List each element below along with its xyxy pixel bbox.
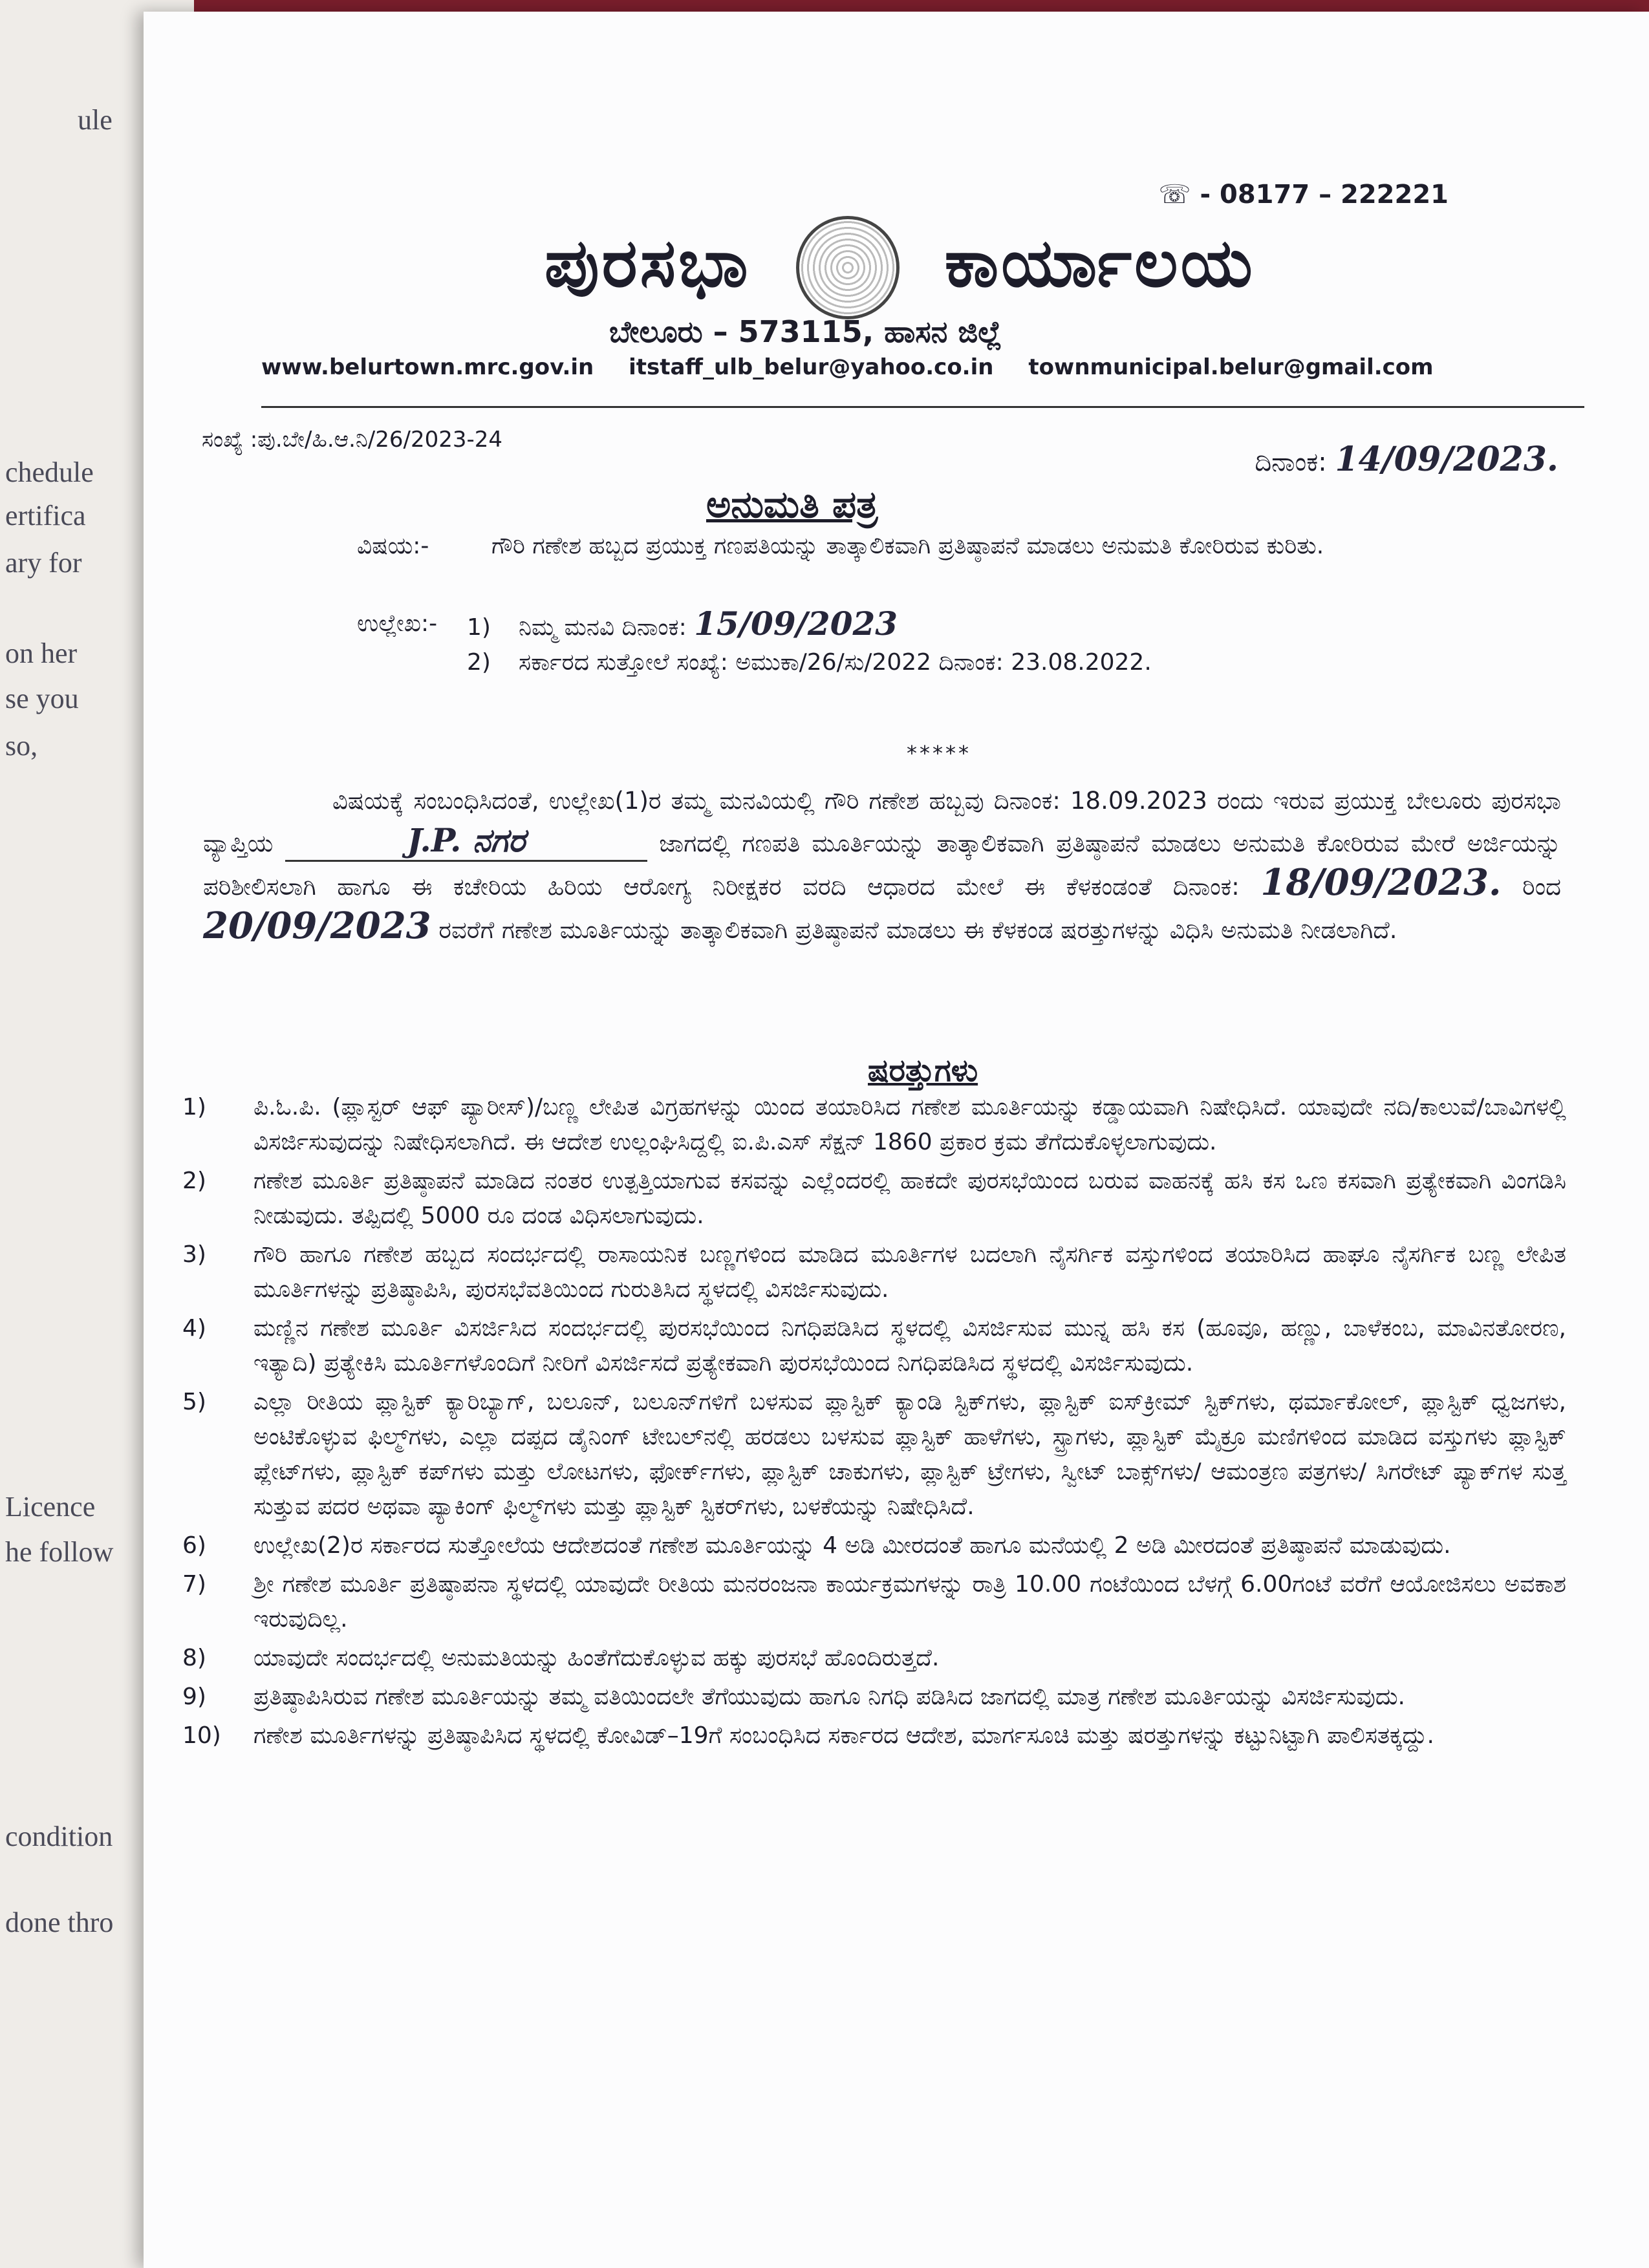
reference-text: ಸರ್ಕಾರದ ಸುತ್ತೋಲೆ ಸಂಖ್ಯೆ: ಅಮುಕಾ/26/ಸು/2022 ದಿನಾಂಕ: 23.08.2022. bbox=[519, 649, 1152, 676]
condition-number: 5) bbox=[182, 1389, 206, 1415]
conditions-list bbox=[182, 1090, 1566, 1757]
under-page-text: ertifica bbox=[5, 500, 86, 531]
under-page-text: chedule bbox=[5, 456, 94, 488]
condition-number: 4) bbox=[182, 1315, 206, 1342]
reference-number-label: 2) bbox=[467, 649, 491, 676]
under-page-text: on her bbox=[5, 637, 78, 669]
separator-stars: ***** bbox=[907, 741, 971, 765]
references-block bbox=[357, 606, 1502, 680]
condition-number: 1) bbox=[182, 1094, 206, 1120]
header-divider bbox=[261, 406, 1584, 408]
condition-text: ಎಲ್ಲಾ ರೀತಿಯ ಪ್ಲಾಸ್ಟಿಕ್ ಕ್ಯಾರಿಬ್ಯಾಗ್, ಬಲೂನ್, ಬಲೂನ್‌ಗಳಿಗೆ ಬಳಸುವ ಪ್ಲಾಸ್ಟಿಕ್ ಕ್ಯಾಂಡಿ ಸ್ಟಿಕ್‌ಗಳು, ಪ್ಲಾಸ್ಟಿಕ್ ಐಸ್‌ಕ್ರೀಮ್ ಸ್ಟಿಕ್‌ಗಳು, ಥರ್ಮಾಕೋಲ್, ಪ್ಲಾಸ್ಟಿಕ್ ಧ್ವಜಗಳು, ಅಂಟಿಕೊಳ್ಳುವ ಫಿಲ್ಮ್‌ಗಳು, ಎಲ್ಲಾ ದಪ್ಪದ ಡೈನಿಂಗ್ ಟೇಬಲ್‌ನಲ್ಲಿ ಹರಡಲು ಬಳಸುವ ಪ್ಲಾಸ್ಟಿಕ್ ಹಾಳೆಗಳು, ಸ್ಟ್ರಾಗಳು, ಪ್ಲಾಸ್ಟಿಕ್ ಮೈಕ್ರೂ ಮಣಿಗಳಿಂದ ಮಾಡಿದ ವಸ್ತುಗಳು ಪ್ಲಾಸ್ಟಿಕ್ ಪ್ಲೇಟ್‌ಗಳು, ಪ್ಲಾಸ್ಟಿಕ್ ಕಪ್‌ಗಳು ಮತ್ತು ಲೋಟಗಳು, ಫೋರ್ಕ್‌ಗಳು, ಪ್ಲಾಸ್ಟಿಕ್ ಚಾಕುಗಳು, ಪ್ಲಾಸ್ಟಿಕ್ ಟ್ರೇಗಳು, ಸ್ವೀಟ್ ಬಾಕ್ಸ್‌ಗಳು/ ಆಮಂತ್ರಣ ಪತ್ರಗಳು/ ಸಿಗರೇಟ್ ಪ್ಯಾಕ್‌ಗಳ ಸುತ್ತ ಸುತ್ತುವ ಪದರ ಅಥವಾ ಪ್ಯಾಕಿಂಗ್ ಫಿಲ್ಮ್‌ಗಳು ಮತ್ತು ಪ್ಲಾಸ್ಟಿಕ್ ಸ್ಟಿಕರ್‌ಗಳು, ಬಳಕೆಯನ್ನು ನಿಷೇಧಿಸಿದೆ. bbox=[253, 1389, 1566, 1520]
condition-item bbox=[182, 1680, 1566, 1715]
reference-handwritten-date: 15/09/2023 bbox=[694, 604, 898, 643]
condition-text: ಉಲ್ಲೇಖ(2)ರ ಸರ್ಕಾರದ ಸುತ್ತೋಲೆಯ ಆದೇಶದಂತೆ ಗಣೇಶ ಮೂರ್ತಿಯನ್ನು 4 ಅಡಿ ಮೀರದಂತೆ ಹಾಗೂ ಮನೆಯಲ್ಲಿ 2 ಅಡಿ ಮೀರದಂತೆ ಪ್ರತಿಷ್ಠಾಪನೆ ಮಾಡುವುದು. bbox=[253, 1532, 1451, 1559]
date-label: ದಿನಾಂಕ: bbox=[1255, 447, 1327, 477]
reference-item bbox=[467, 606, 1502, 645]
date-handwritten: 14/09/2023. bbox=[1335, 440, 1558, 479]
contact-links bbox=[261, 354, 1461, 380]
under-page-text: condition bbox=[5, 1821, 113, 1852]
subject-text: ಗೌರಿ ಗಣೇಶ ಹಬ್ಬದ ಪ್ರಯುಕ್ತ ಗಣಪತಿಯನ್ನು ತಾತ್ಕಾಲಿಕವಾಗಿ ಪ್ರತಿಷ್ಠಾಪನೆ ಮಾಡಲು ಅನುಮತಿ ಕೋರಿರುವ ಕುರಿತು. bbox=[491, 533, 1324, 559]
document-title: ಅನುಮತಿ ಪತ್ರ bbox=[706, 482, 878, 526]
condition-text: ಗಣೇಶ ಮೂರ್ತಿ ಪ್ರತಿಷ್ಠಾಪನೆ ಮಾಡಿದ ನಂತರ ಉತ್ಪತ್ತಿಯಾಗುವ ಕಸವನ್ನು ಎಲ್ಲೆಂದರಲ್ಲಿ ಹಾಕದೇ ಪುರಸಭೆಯಿಂದ ಬರುವ ವಾಹನಕ್ಕೆ ಹಸಿ ಕಸ ಒಣ ಕಸವಾಗಿ ಪ್ರತ್ಯೇಕವಾಗಿ ವಿಂಗಡಿಸಿ ನೀಡುವುದು. ತಪ್ಪಿದಲ್ಲಿ 5000 ರೂ ದಂಡ ವಿಧಿಸಲಾಗುವುದು. bbox=[253, 1168, 1566, 1229]
condition-number: 10) bbox=[182, 1722, 221, 1749]
para-part2: ಜಾಗದಲ್ಲಿ ಗಣಪತಿ ಮೂರ್ತಿಯನ್ನು ತಾತ್ಕಾಲಿಕವಾಗಿ ಪ್ರತಿಷ್ಠಾಪನೆ ಮಾಡಲು ಅನುಮತಿ ಕೋರಿರುವ ಮೇರೆ ಅರ್ಜಿಯನ್ನು ಪರಿಶೀಲಿಸಲಾಗಿ ಹಾಗೂ ಈ ಕಚೇರಿಯ ಹಿರಿಯ ಆರೋಗ್ಯ ನಿರೀಕ್ಷಕರ ವರದಿ ಆಧಾರದ ಮೇಲೆ ಈ ಕೆಳಕಂಡಂತೆ ದಿನಾಂಕ: bbox=[203, 829, 1561, 901]
to-date-handwritten: 20/09/2023 bbox=[203, 904, 431, 947]
under-page-text: done thro bbox=[5, 1907, 114, 1938]
under-page-text: ary for bbox=[5, 547, 82, 579]
condition-text: ಗೌರಿ ಹಾಗೂ ಗಣೇಶ ಹಬ್ಬದ ಸಂದರ್ಭದಲ್ಲಿ ರಾಸಾಯನಿಕ ಬಣ್ಣಗಳಿಂದ ಮಾಡಿದ ಮೂರ್ತಿಗಳ ಬದಲಾಗಿ ನೈಸರ್ಗಿಕ ವಸ್ತುಗಳಿಂದ ತಯಾರಿಸಿದ ಹಾಘೂ ನೈಸರ್ಗಿಕ ಬಣ್ಣ ಲೇಪಿತ ಮೂರ್ತಿಗಳನ್ನು ಪ್ರತಿಷ್ಠಾಪಿಸಿ, ಪುರಸಭೆವತಿಯಿಂದ ಗುರುತಿಸಿದ ಸ್ಥಳದಲ್ಲಿ ವಿಸರ್ಜಿಸುವುದು. bbox=[253, 1241, 1566, 1303]
condition-item bbox=[182, 1528, 1566, 1563]
office-name-right: ಕಾರ್ಯಾಲಯ bbox=[944, 223, 1255, 303]
condition-item bbox=[182, 1718, 1566, 1753]
condition-text: ಶ್ರೀ ಗಣೇಶ ಮೂರ್ತಿ ಪ್ರತಿಷ್ಠಾಪನಾ ಸ್ಥಳದಲ್ಲಿ ಯಾವುದೇ ರೀತಿಯ ಮನರಂಜನಾ ಕಾರ್ಯಕ್ರಮಗಳನ್ನು ರಾತ್ರಿ 10.00 ಗಂಟೆಯಿಂದ ಬೆಳಗ್ಗೆ 6.00ಗಂಟೆ ವರೆಗೆ ಆಯೋಜಿಸಲು ಅವಕಾಶ ಇರುವುದಿಲ್ಲ. bbox=[253, 1571, 1566, 1632]
reference-number: ಸಂಖ್ಯೆ :ಪು.ಬೇ/ಹಿ.ಆ.ನಿ/26/2023-24 bbox=[202, 427, 503, 453]
condition-number: 2) bbox=[182, 1168, 206, 1194]
under-page-text: se you bbox=[5, 683, 79, 714]
references-label: ಉಲ್ಲೇಖ:- bbox=[357, 610, 438, 637]
subject-label: ವಿಷಯ:- bbox=[357, 533, 429, 559]
reference-text: ನಿಮ್ಮ ಮನವಿ ದಿನಾಂಕ: bbox=[519, 614, 687, 641]
letter-page bbox=[144, 12, 1649, 2268]
website-link[interactable]: www.belurtown.mrc.gov.in bbox=[261, 354, 594, 380]
office-heading bbox=[544, 216, 1255, 319]
para-part1: ವಿಷಯಕ್ಕೆ ಸಂಬಂಧಿಸಿದಂತೆ, ಉಲ್ಲೇಖ(1)ರ ತಮ್ಮ ಮನವಿಯಲ್ಲಿ ಗೌರಿ ಗಣೇಶ ಹಬ್ಬವು ದಿನಾಂಕ: 18.09.2023 ರಂದು ಇರುವ ಪ್ರಯುಕ್ತ ಬೇಲೂರು ಪುರಸಭಾ ವ್ಯಾಪ್ತಿಯ bbox=[203, 787, 1561, 857]
letter-date bbox=[1255, 440, 1558, 479]
condition-text: ಪ್ರತಿಷ್ಠಾಪಿಸಿರುವ ಗಣೇಶ ಮೂರ್ತಿಯನ್ನು ತಮ್ಮ ವತಿಯಿಂದಲೇ ತೆಗೆಯುವುದು ಹಾಗೂ ನಿಗಧಿ ಪಡಿಸಿದ ಜಾಗದಲ್ಲಿ ಮಾತ್ರ ಗಣೇಶ ಮೂರ್ತಿಯನ್ನು ವಿಸರ್ಜಿಸುವುದು. bbox=[253, 1684, 1405, 1710]
condition-number: 7) bbox=[182, 1571, 206, 1598]
under-page-text: he follow bbox=[5, 1536, 114, 1568]
condition-item bbox=[182, 1567, 1566, 1637]
conditions-title: ಷರತ್ತುಗಳು bbox=[868, 1053, 978, 1089]
condition-item bbox=[182, 1237, 1566, 1307]
condition-text: ಗಣೇಶ ಮೂರ್ತಿಗಳನ್ನು ಪ್ರತಿಷ್ಠಾಪಿಸಿದ ಸ್ಥಳದಲ್ಲಿ ಕೋವಿಡ್–19ಗೆ ಸಂಬಂಧಿಸಿದ ಸರ್ಕಾರದ ಆದೇಶ, ಮಾರ್ಗಸೂಚಿ ಮತ್ತು ಷರತ್ತುಗಳನ್ನು ಕಟ್ಟುನಿಟ್ಟಾಗಿ ಪಾಲಿಸತಕ್ಕದ್ದು. bbox=[253, 1722, 1434, 1749]
email-link[interactable]: itstaff_ulb_belur@yahoo.co.in bbox=[629, 354, 994, 380]
condition-item bbox=[182, 1385, 1566, 1524]
place-handwritten: J.P. ನಗರ bbox=[285, 820, 647, 862]
under-page-text: ule bbox=[78, 104, 113, 136]
condition-item bbox=[182, 1164, 1566, 1234]
condition-number: 8) bbox=[182, 1645, 206, 1671]
condition-item bbox=[182, 1311, 1566, 1381]
reference-number-label: 1) bbox=[467, 614, 491, 641]
municipal-seal-icon bbox=[796, 216, 900, 319]
under-page-text: so, bbox=[5, 730, 38, 762]
para-part3: ರವರೆಗೆ ಗಣೇಶ ಮೂರ್ತಿಯನ್ನು ತಾತ್ಕಾಲಿಕವಾಗಿ ಪ್ರತಿಷ್ಠಾಪನೆ ಮಾಡಲು ಈ ಕೆಳಕಂಡ ಷರತ್ತುಗಳನ್ನು ವಿಧಿಸಿ ಅನುಮತಿ ನೀಡಲಾಗಿದೆ. bbox=[438, 916, 1397, 944]
email-link[interactable]: townmunicipal.belur@gmail.com bbox=[1028, 354, 1434, 380]
condition-number: 9) bbox=[182, 1684, 206, 1710]
reference-item bbox=[467, 645, 1502, 680]
condition-number: 6) bbox=[182, 1532, 206, 1559]
condition-text: ಪಿ.ಓ.ಪಿ. (ಪ್ಲಾಸ್ಟರ್ ಆಫ್ ಪ್ಯಾರೀಸ್)/ಬಣ್ಣ ಲೇಪಿತ ವಿಗ್ರಹಗಳನ್ನು ಯಿಂದ ತಯಾರಿಸಿದ ಗಣೇಶ ಮೂರ್ತಿಯನ್ನು ಕಡ್ಡಾಯವಾಗಿ ನಿಷೇಧಿಸಿದೆ. ಯಾವುದೇ ನದಿ/ಕಾಲುವೆ/ಬಾವಿಗಳಲ್ಲಿ ವಿಸರ್ಜಿಸುವುದನ್ನು ನಿಷೇಧಿಸಲಾಗಿದೆ. ಈ ಆದೇಶ ಉಲ್ಲಂಘಿಸಿದ್ದಲ್ಲಿ ಐ.ಪಿ.ಎಸ್ ಸೆಕ್ಷನ್ 1860 ಪ್ರಕಾರ ಕ್ರಮ ತೆಗೆದುಕೊಳ್ಳಲಾಗುವುದು. bbox=[253, 1094, 1566, 1155]
subject-block bbox=[357, 529, 1456, 564]
office-name-left: ಪುರಸಭಾ bbox=[544, 223, 751, 303]
condition-text: ಯಾವುದೇ ಸಂದರ್ಭದಲ್ಲಿ ಅನುಮತಿಯನ್ನು ಹಿಂತೆಗೆದುಕೊಳ್ಳುವ ಹಕ್ಕು ಪುರಸಭೆ ಹೊಂದಿರುತ್ತದೆ. bbox=[253, 1645, 940, 1671]
under-page-text: Licence bbox=[5, 1491, 96, 1523]
condition-item bbox=[182, 1641, 1566, 1676]
main-paragraph bbox=[203, 781, 1561, 950]
from-word: ರಿಂದ bbox=[1522, 873, 1561, 901]
condition-text: ಮಣ್ಣಿನ ಗಣೇಶ ಮೂರ್ತಿ ವಿಸರ್ಜಿಸಿದ ಸಂದರ್ಭದಲ್ಲಿ ಪುರಸಭೆಯಿಂದ ನಿಗಧಿಪಡಿಸಿದ ಸ್ಥಳದಲ್ಲಿ ವಿಸರ್ಜಿಸುವ ಮುನ್ನ ಹಸಿ ಕಸ (ಹೂವೂ, ಹಣ್ಣು, ಬಾಳೆಕಂಬ, ಮಾವಿನತೋರಣ, ಇತ್ಯಾದಿ) ಪ್ರತ್ಯೇಕಿಸಿ ಮೂರ್ತಿಗಳೊಂದಿಗೆ ನೀರಿಗೆ ವಿಸರ್ಜಿಸದೆ ಪ್ರತ್ಯೇಕವಾಗಿ ಪುರಸಭೆಯಿಂದ ನಿಗಧಿಪಡಿಸಿದ ಸ್ಥಳದಲ್ಲಿ ವಿಸರ್ಜಿಸುವುದು. bbox=[253, 1315, 1566, 1376]
office-address: ಬೇಲೂರು – 573115, ಹಾಸನ ಜಿಲ್ಲೆ bbox=[609, 314, 1002, 349]
condition-number: 3) bbox=[182, 1241, 206, 1268]
condition-item bbox=[182, 1090, 1566, 1160]
from-date-handwritten: 18/09/2023. bbox=[1260, 861, 1502, 904]
phone-number: ☏ - 08177 – 222221 bbox=[1158, 180, 1449, 209]
